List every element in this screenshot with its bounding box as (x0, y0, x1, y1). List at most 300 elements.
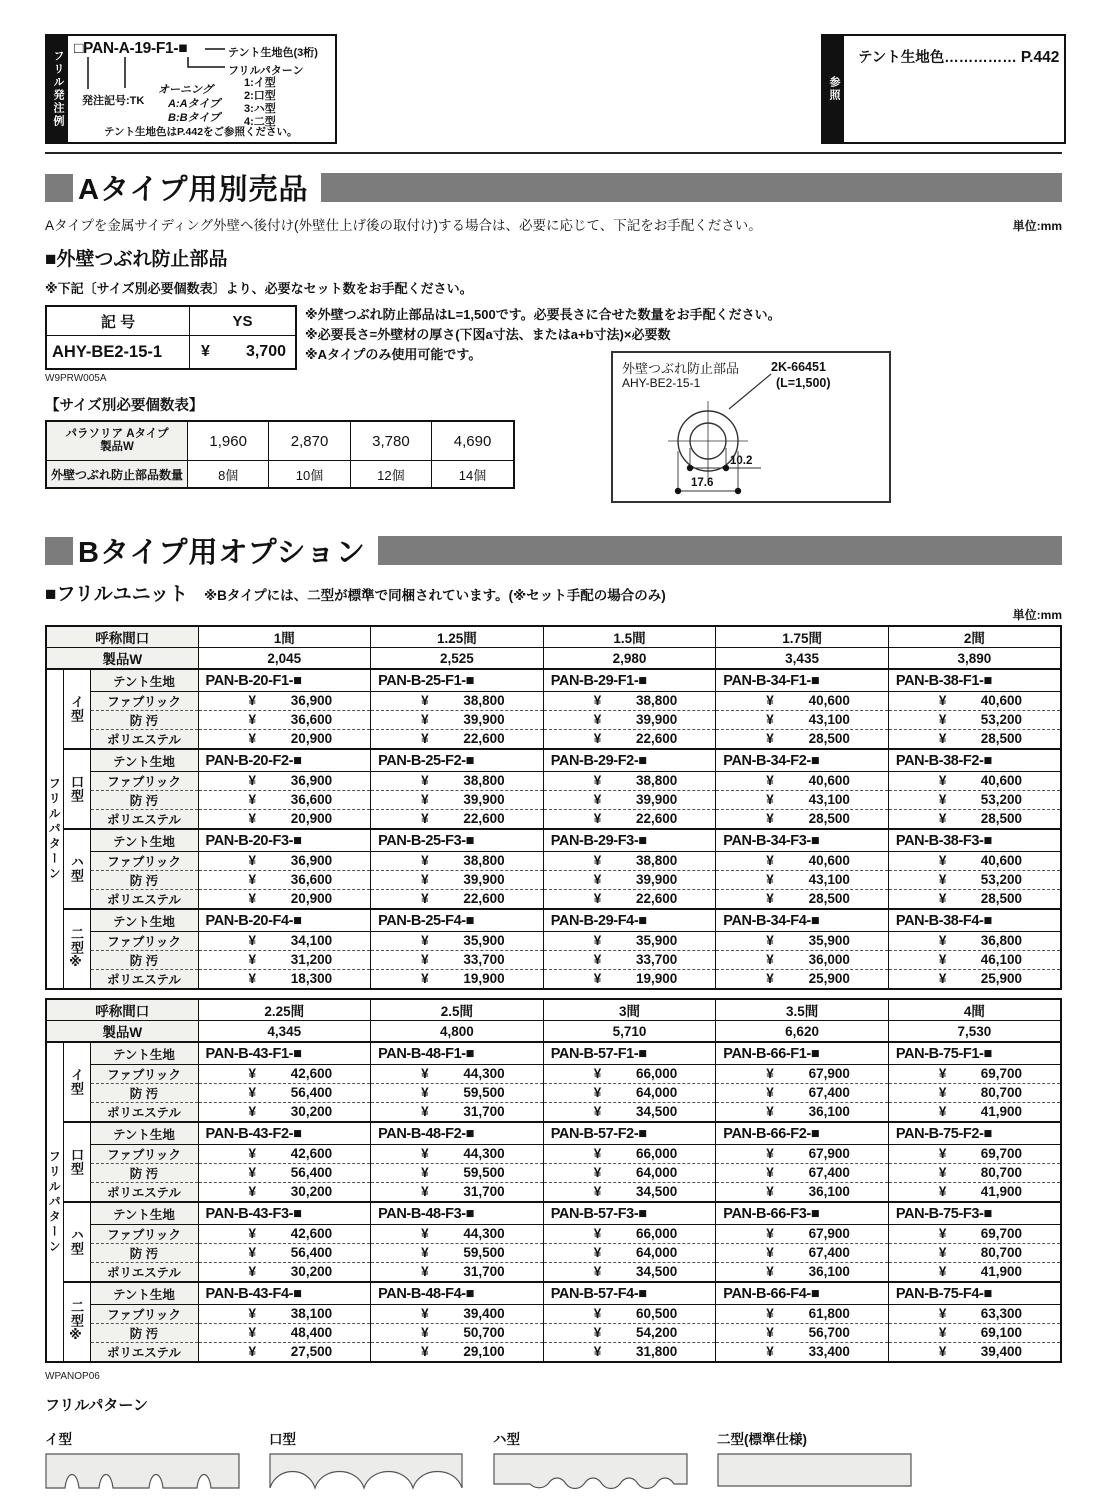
price-value: 30,200 (290, 1184, 333, 1199)
row-label-cell: 防 汚 (90, 1324, 198, 1343)
price-cell-inner (199, 773, 371, 789)
price-cell-inner (544, 1325, 716, 1341)
price-cell (716, 1263, 889, 1283)
yen-sign: ¥ (938, 1306, 947, 1321)
price-row (46, 951, 1061, 970)
fabric-code-cell: PAN-B-34-F1-■ (716, 669, 889, 692)
yen-sign: ¥ (248, 1066, 257, 1081)
price-cell-inner (371, 971, 543, 987)
price-cell-inner (544, 1165, 716, 1181)
price-cell (716, 1225, 889, 1244)
yen-sign: ¥ (421, 811, 429, 826)
price-value: 20,900 (290, 731, 333, 746)
price-cell-inner (371, 1104, 543, 1120)
yen-sign: ¥ (421, 792, 429, 807)
yen-sign: ¥ (593, 1226, 602, 1241)
price-cell (543, 1145, 716, 1164)
yen-sign: ¥ (421, 773, 429, 788)
fabric-code-cell: PAN-B-34-F4-■ (716, 909, 889, 932)
fabric-code-cell: PAN-B-57-F3-■ (543, 1202, 716, 1225)
price-cell-inner (889, 1066, 1060, 1082)
price-cell (888, 1343, 1061, 1363)
price-value: 56,400 (290, 1245, 333, 1260)
yen-sign: ¥ (593, 1245, 602, 1260)
price-cell (888, 772, 1061, 791)
yen-sign: ¥ (766, 1306, 774, 1321)
price-cell-inner (544, 1146, 716, 1162)
price-cell-inner (371, 872, 543, 888)
price-cell (371, 1324, 544, 1343)
qty-width-cell: 1,960 (188, 421, 269, 461)
yen-sign: ¥ (593, 1104, 602, 1119)
yen-sign: ¥ (421, 933, 429, 948)
yen-sign: ¥ (593, 693, 602, 708)
pattern-option: 1:イ型 (244, 77, 276, 89)
yen-sign: ¥ (938, 1325, 947, 1340)
price-cell (371, 1164, 544, 1183)
section-a-subnote: ※下記〔サイズ別必要個数表〕より、必要なセット数をお手配ください。 (45, 281, 473, 296)
price-cell (888, 1084, 1061, 1103)
price-cell (543, 1225, 716, 1244)
part-code-cell: AHY-BE2-15-1 (46, 336, 190, 370)
price-value: 69,700 (980, 1226, 1022, 1241)
yen-sign: ¥ (248, 1245, 257, 1260)
fabric-code-cell: PAN-B-66-F3-■ (716, 1202, 889, 1225)
price-cell-inner (716, 971, 888, 987)
price-cell-inner (889, 773, 1060, 789)
catalog-page (0, 34, 1104, 1480)
price-cell (198, 1244, 371, 1263)
price-cell-inner (716, 1184, 888, 1200)
price-cell-inner (889, 1245, 1060, 1261)
price-cell-inner (544, 952, 716, 968)
price-cell-inner (889, 731, 1060, 747)
price-cell (198, 1305, 371, 1324)
price-cell (198, 1343, 371, 1363)
price-cell-inner (544, 1226, 716, 1242)
qty-count-cell: 14個 (432, 461, 514, 489)
price-cell (198, 890, 371, 910)
yen-sign: ¥ (248, 872, 257, 887)
span-header-label: 呼称間口 (46, 999, 198, 1021)
row-label-cell: テント生地 (90, 749, 198, 772)
yen-sign: ¥ (201, 343, 210, 360)
price-value: 19,900 (463, 971, 505, 986)
fabric-code-cell: PAN-B-20-F3-■ (198, 829, 371, 852)
price-cell (198, 1324, 371, 1343)
fabric-code-cell: PAN-B-43-F1-■ (198, 1042, 371, 1065)
part-price-cell (190, 336, 297, 370)
row-label-cell: ポリエステル (90, 730, 198, 750)
price-cell (198, 1145, 371, 1164)
price-row (46, 1103, 1061, 1123)
frill-pattern-side-label: フリルパターン (46, 1042, 63, 1362)
price-cell (198, 1263, 371, 1283)
price-value: 39,900 (635, 792, 678, 807)
yen-sign: ¥ (421, 1104, 429, 1119)
frill-unit-title: ■フリルユニット (45, 584, 188, 605)
price-value: 28,500 (980, 891, 1022, 906)
price-cell-inner (889, 971, 1060, 987)
price-cell-inner (544, 853, 716, 869)
price-cell (371, 890, 544, 910)
yen-sign: ¥ (938, 952, 947, 967)
price-cell (716, 1324, 889, 1343)
price-row (46, 1164, 1061, 1183)
price-value: 42,600 (290, 1146, 333, 1161)
price-value: 36,600 (290, 712, 333, 727)
yen-sign: ¥ (766, 1066, 774, 1081)
yen-sign: ¥ (593, 853, 602, 868)
section-b-heading (45, 530, 1062, 571)
fabric-code-cell: PAN-B-38-F1-■ (888, 669, 1061, 692)
price-cell (716, 1244, 889, 1263)
price-value: 40,600 (980, 693, 1022, 708)
doc-code-a: W9PRW005A (45, 373, 107, 384)
price-cell (543, 711, 716, 730)
yen-sign: ¥ (421, 1325, 429, 1340)
price-value: 38,100 (290, 1306, 333, 1321)
row-label-cell: テント生地 (90, 1202, 198, 1225)
price-cell (716, 852, 889, 871)
yen-sign: ¥ (421, 1344, 429, 1359)
row-label-cell: ファブリック (90, 1065, 198, 1084)
price-cell-inner (371, 811, 543, 827)
price-cell (198, 692, 371, 711)
price-cell-inner (716, 1165, 888, 1181)
price-value: 69,700 (980, 1066, 1022, 1081)
price-value: 22,600 (463, 811, 505, 826)
frill-pattern-label: 二型(標準仕様) (717, 1432, 807, 1447)
yen-sign: ¥ (938, 792, 947, 807)
row-label-cell: 防 汚 (90, 951, 198, 970)
price-cell (543, 810, 716, 830)
awning-callout: オーニング (158, 84, 213, 96)
price-cell-inner (371, 1325, 543, 1341)
price-cell (198, 1065, 371, 1084)
diagram-dim-outer: 17.6 (691, 477, 714, 489)
price-value: 39,400 (980, 1344, 1022, 1359)
yen-sign: ¥ (248, 1306, 257, 1321)
section-a-title: Aタイプ用別売品 (78, 174, 309, 206)
price-cell-inner (544, 792, 716, 808)
price-value: 56,700 (808, 1325, 850, 1340)
price-value: 31,700 (463, 1184, 505, 1199)
price-value: 39,900 (635, 712, 678, 727)
price-cell (716, 692, 889, 711)
price-cell (716, 890, 889, 910)
fabric-code-cell: PAN-B-20-F2-■ (198, 749, 371, 772)
price-value: 53,200 (980, 712, 1022, 727)
price-value: 39,900 (463, 712, 505, 727)
width-header-label: 製品W (46, 1021, 198, 1043)
price-value: 42,600 (290, 1226, 333, 1241)
price-cell-inner (716, 773, 888, 789)
price-row (46, 1225, 1061, 1244)
price-cell (371, 791, 544, 810)
price-cell (543, 932, 716, 951)
yen-sign: ¥ (593, 1306, 602, 1321)
row-label-cell: テント生地 (90, 669, 198, 692)
note-line: ※外壁つぶれ防止部品はL=1,500です。必要長さに合せた数量をお手配ください。 (305, 307, 781, 322)
frill-price-table (45, 998, 1062, 1363)
frill-pattern-item (493, 1428, 688, 1500)
price-value: 46,100 (980, 952, 1022, 967)
qty-width-cell: 3,780 (350, 421, 431, 461)
fabric-code-cell: PAN-B-57-F2-■ (543, 1122, 716, 1145)
price-cell-inner (544, 712, 716, 728)
width-header-cell: 5,710 (543, 1021, 716, 1043)
width-header-cell: 4,345 (198, 1021, 371, 1043)
price-cell-inner (199, 811, 371, 827)
price-value: 20,900 (290, 891, 333, 906)
price-table-header-ys: YS (190, 306, 297, 336)
price-cell (888, 1244, 1061, 1263)
price-value: 35,900 (635, 933, 678, 948)
yen-sign: ¥ (938, 853, 947, 868)
part-diagram (611, 351, 891, 503)
pattern-label-cell: イ型 (63, 1042, 90, 1122)
price-value: 28,500 (980, 811, 1022, 826)
yen-sign: ¥ (766, 1325, 774, 1340)
yen-sign: ¥ (938, 1066, 947, 1081)
price-value: 69,100 (980, 1325, 1022, 1340)
price-cell-inner (199, 1264, 371, 1280)
price-value: 40,600 (808, 693, 850, 708)
price-cell (543, 1324, 716, 1343)
yen-sign: ¥ (421, 891, 429, 906)
yen-sign: ¥ (938, 1085, 947, 1100)
price-cell-inner (544, 1344, 716, 1360)
width-header-cell: 7,530 (888, 1021, 1061, 1043)
price-cell (371, 1103, 544, 1123)
frill-pattern-callout: フリルパターン (228, 65, 304, 77)
price-row (46, 932, 1061, 951)
price-cell-inner (371, 712, 543, 728)
fabric-code-cell: PAN-B-38-F4-■ (888, 909, 1061, 932)
fabric-code-cell: PAN-B-29-F2-■ (543, 749, 716, 772)
order-example-body (68, 36, 335, 142)
yen-sign: ¥ (421, 1264, 429, 1279)
price-table-header-symbol: 記 号 (46, 306, 190, 336)
fabric-code-cell: PAN-B-66-F1-■ (716, 1042, 889, 1065)
price-row (46, 791, 1061, 810)
price-value: 44,300 (463, 1146, 505, 1161)
price-cell-inner (544, 1066, 716, 1082)
price-cell (543, 1183, 716, 1203)
price-cell-inner (199, 933, 371, 949)
fabric-code-cell: PAN-B-20-F4-■ (198, 909, 371, 932)
price-cell-inner (371, 731, 543, 747)
price-cell (198, 1084, 371, 1103)
price-cell-inner (889, 811, 1060, 827)
row-label-cell: テント生地 (90, 1122, 198, 1145)
price-row (46, 1263, 1061, 1283)
price-cell (371, 730, 544, 750)
yen-sign: ¥ (421, 1245, 429, 1260)
price-cell-inner (199, 1325, 371, 1341)
price-cell-inner (199, 872, 371, 888)
price-cell (888, 1103, 1061, 1123)
price-cell (198, 951, 371, 970)
price-value: 66,000 (635, 1226, 678, 1241)
price-cell (716, 772, 889, 791)
price-cell (198, 1164, 371, 1183)
price-cell (716, 1065, 889, 1084)
fabric-code-cell: PAN-B-25-F2-■ (371, 749, 544, 772)
price-value: 67,400 (808, 1085, 850, 1100)
price-value: 38,800 (635, 693, 678, 708)
price-cell (888, 1164, 1061, 1183)
yen-sign: ¥ (766, 693, 774, 708)
row-label-cell: テント生地 (90, 829, 198, 852)
price-cell-inner (199, 853, 371, 869)
price-cell (716, 711, 889, 730)
yen-sign: ¥ (248, 1184, 257, 1199)
fabric-code-cell: PAN-B-29-F1-■ (543, 669, 716, 692)
fabric-code-cell: PAN-B-38-F3-■ (888, 829, 1061, 852)
price-value: 25,900 (980, 971, 1022, 986)
price-row (46, 1343, 1061, 1363)
pattern-label-cell: 口型 (63, 749, 90, 829)
price-row (46, 772, 1061, 791)
price-cell-inner (889, 891, 1060, 907)
row-label-cell: ファブリック (90, 692, 198, 711)
price-cell-inner (716, 712, 888, 728)
yen-sign: ¥ (248, 891, 257, 906)
price-cell (198, 772, 371, 791)
price-cell-inner (544, 731, 716, 747)
span-header-cell: 1.75間 (716, 626, 889, 648)
reference-side-label: 参照 (823, 36, 844, 142)
yen-sign: ¥ (938, 1104, 947, 1119)
price-cell-inner (716, 891, 888, 907)
yen-sign: ¥ (766, 712, 774, 727)
frill-pattern-label: 口型 (269, 1432, 296, 1447)
price-cell-inner (889, 712, 1060, 728)
width-header-cell: 3,890 (888, 648, 1061, 670)
price-row (46, 852, 1061, 871)
price-cell-inner (199, 952, 371, 968)
price-value: 22,600 (635, 731, 678, 746)
price-cell-inner (889, 1104, 1060, 1120)
price-value: 40,600 (980, 853, 1022, 868)
price-cell-inner (716, 1306, 888, 1322)
section-b-title: Bタイプ用オプション (78, 537, 366, 569)
price-cell (716, 791, 889, 810)
heading-square-icon (45, 174, 73, 202)
width-header-row (46, 648, 1061, 670)
reference-line (844, 36, 1067, 142)
section-a-content (45, 305, 1062, 517)
part-price-value: 3,700 (245, 343, 286, 360)
price-value: 33,700 (463, 952, 505, 967)
price-value: 36,000 (808, 952, 850, 967)
order-code-example: □PAN-A-19-F1-■ (74, 40, 188, 57)
price-cell-inner (716, 1104, 888, 1120)
price-cell (543, 791, 716, 810)
yen-sign: ¥ (766, 971, 774, 986)
price-value: 41,900 (980, 1104, 1022, 1119)
yen-sign: ¥ (248, 792, 257, 807)
yen-sign: ¥ (593, 792, 602, 807)
price-row (46, 1244, 1061, 1263)
pattern-label-cell: ハ型 (63, 829, 90, 909)
yen-sign: ¥ (248, 1165, 257, 1180)
yen-sign: ¥ (248, 731, 257, 746)
price-value: 35,900 (463, 933, 505, 948)
price-cell-inner (544, 811, 716, 827)
price-cell (888, 730, 1061, 750)
fabric-code-cell: PAN-B-66-F4-■ (716, 1282, 889, 1305)
yen-sign: ¥ (593, 971, 602, 986)
yen-sign: ¥ (766, 853, 774, 868)
price-cell-inner (371, 1264, 543, 1280)
awning-type-a: A:Aタイプ (168, 98, 221, 110)
price-value: 39,900 (635, 872, 678, 887)
yen-sign: ¥ (421, 1306, 429, 1321)
frill-pattern-item (45, 1428, 240, 1500)
frill-unit-note: ※Bタイプには、二型が標準で同梱されています。(※セット手配の場合のみ) (203, 588, 666, 603)
price-value: 22,600 (463, 891, 505, 906)
fabric-code-cell: PAN-B-29-F4-■ (543, 909, 716, 932)
fabric-code-row (46, 749, 1061, 772)
row-label-cell: 防 汚 (90, 711, 198, 730)
price-value: 36,800 (980, 933, 1022, 948)
width-header-cell: 2,525 (371, 648, 544, 670)
yen-sign: ¥ (248, 693, 257, 708)
price-cell-inner (889, 1146, 1060, 1162)
yen-sign: ¥ (593, 811, 602, 826)
price-cell-inner (371, 952, 543, 968)
price-cell (716, 730, 889, 750)
price-cell (543, 1263, 716, 1283)
price-value: 36,600 (290, 872, 333, 887)
fabric-code-cell: PAN-B-25-F4-■ (371, 909, 544, 932)
price-cell-inner (544, 1306, 716, 1322)
pattern-option: 4:二型 (244, 116, 276, 128)
diagram-drawing (613, 353, 889, 501)
span-header-row (46, 999, 1061, 1021)
price-cell (371, 951, 544, 970)
row-label-cell: ポリエステル (90, 890, 198, 910)
pattern-label-cell: 二型※ (63, 1282, 90, 1362)
price-cell-inner (544, 891, 716, 907)
frill-tables (45, 625, 1062, 1363)
yen-sign: ¥ (421, 1184, 429, 1199)
price-cell-inner (199, 1226, 371, 1242)
price-cell (543, 852, 716, 871)
price-cell-inner (371, 1245, 543, 1261)
price-value: 38,800 (635, 853, 678, 868)
yen-sign: ¥ (248, 773, 257, 788)
fabric-code-cell: PAN-B-38-F2-■ (888, 749, 1061, 772)
price-cell-inner (371, 1085, 543, 1101)
price-cell (543, 692, 716, 711)
span-header-cell: 2.25間 (198, 999, 371, 1021)
yen-sign: ¥ (766, 872, 774, 887)
price-value: 59,500 (463, 1245, 505, 1260)
price-cell-inner (889, 872, 1060, 888)
yen-sign: ¥ (593, 933, 602, 948)
yen-sign: ¥ (593, 891, 602, 906)
row-label-cell: 防 汚 (90, 1164, 198, 1183)
price-value: 56,400 (290, 1085, 333, 1100)
price-cell-inner (371, 1146, 543, 1162)
price-cell (371, 810, 544, 830)
pattern-label-cell: ハ型 (63, 1202, 90, 1282)
price-value: 40,600 (808, 853, 850, 868)
